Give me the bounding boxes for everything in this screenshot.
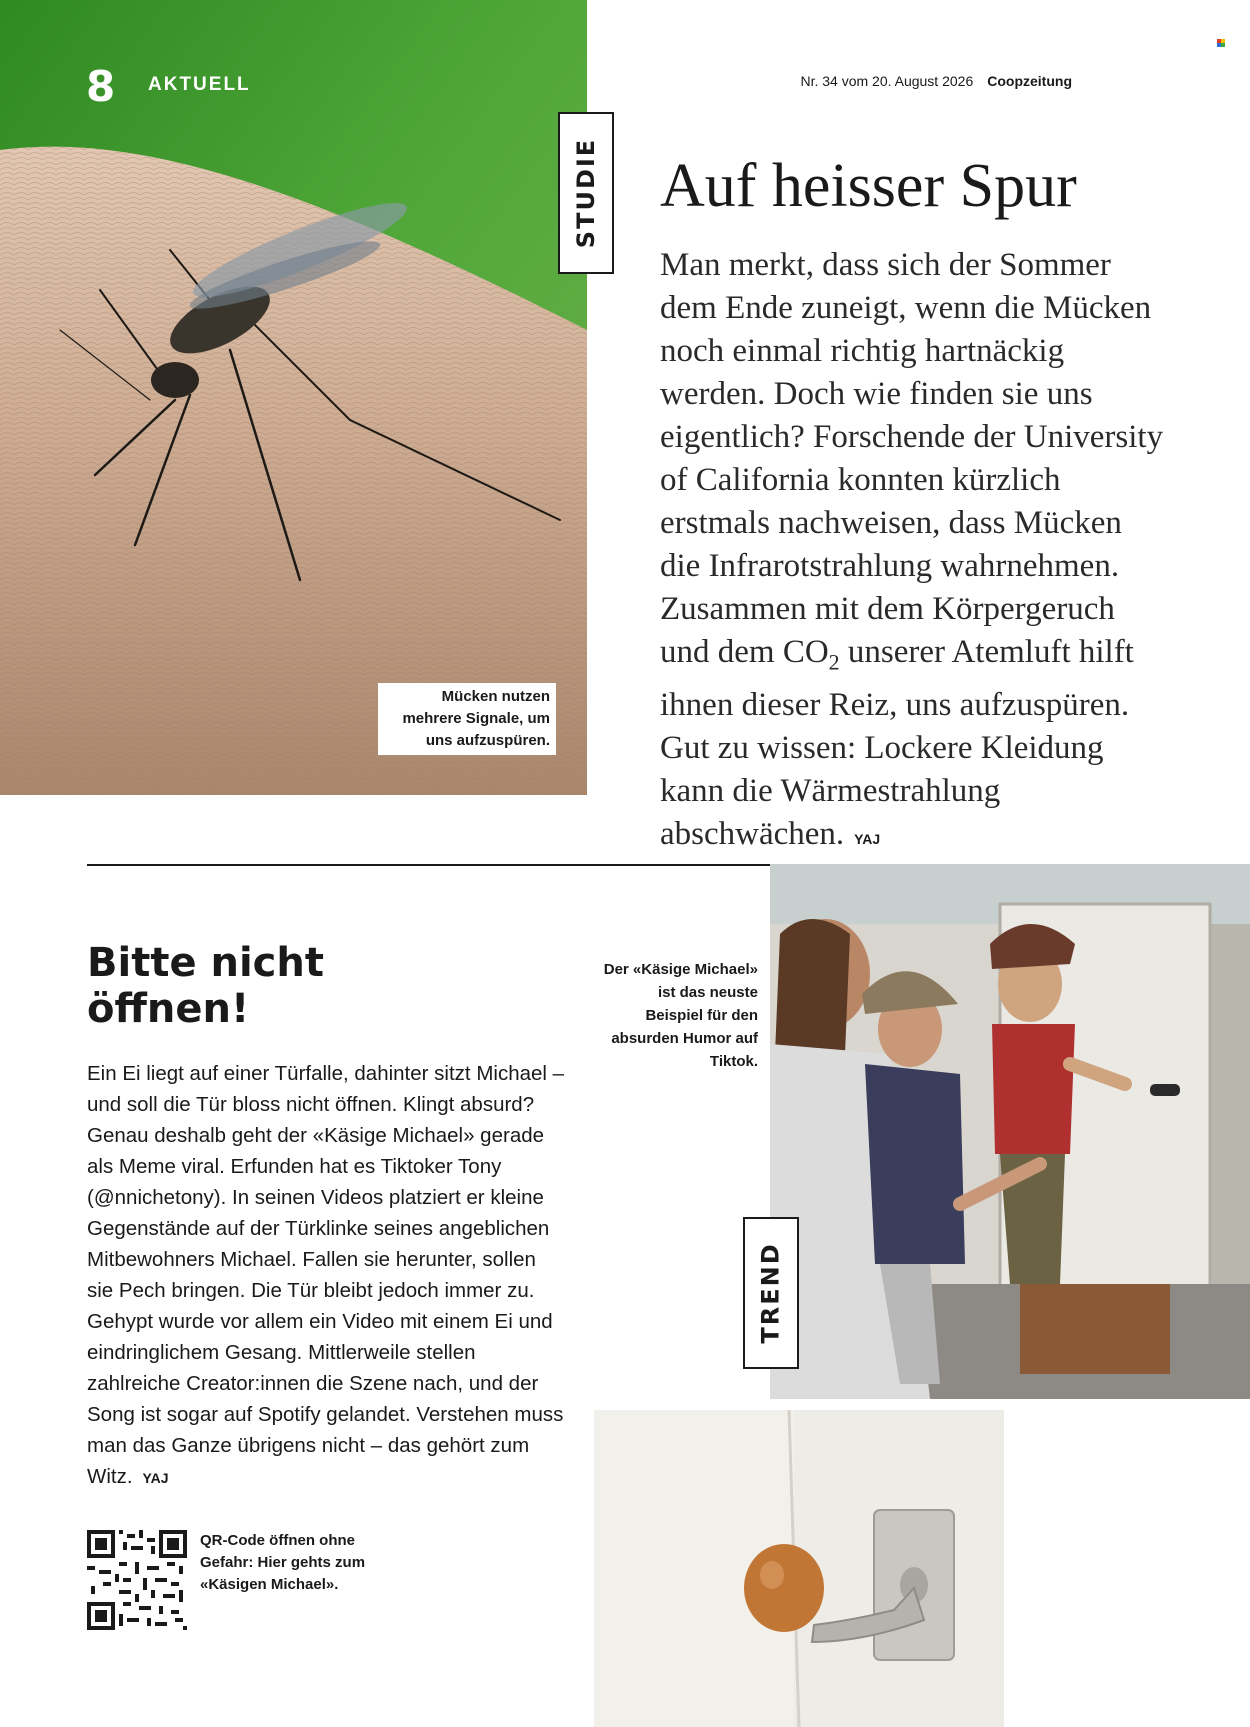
article2-body-text: Ein Ei liegt auf einer Türfalle, dahinter sitzt Michael – und soll die Tür bloss nicht öffnen. Klingt absurd? Genau deshalb geht der «Käsige Michael» gerade als Meme viral. Erfunden hat es Tiktoker Tony (@nnichetony). In seinen Videos platziert er kleine Gegenstände auf der Türklinke seines angeblichen Mitbewohners Michael. Fallen sie herunter, sollen sie Pech bringen. Die Tür bleibt jedoch immer zu. Gehypt wurde vor allem ein Video mit einem Ei und eindringlichem Gesang. Mittlerweile stellen zahlreiche Creator:innen die Szene nach, und der Song ist sogar auf Spotify gelandet. Verstehen muss man das Ganze übrigens nicht – das gehört zum Witz.	[87, 1062, 565, 1488]
mosquito-photo	[0, 0, 587, 795]
egg-on-door-handle-photo	[594, 1410, 1004, 1727]
tag-studie-label: STUDIE	[572, 137, 601, 249]
qr-code[interactable]	[87, 1530, 187, 1630]
tag-trend-label: TREND	[757, 1242, 786, 1344]
issue-line	[800, 73, 1072, 89]
co2-subscript: 2	[828, 649, 840, 675]
article1-body-text-b: unserer Atemluft hilft ihnen dieser Reiz, uns aufzuspüren. Gut zu wissen: Lockere Kleidung kann die Wärmestrahlung abschwächen.	[660, 634, 1134, 852]
article1-byline: YAJ	[854, 830, 881, 847]
tag-trend	[743, 1217, 799, 1369]
article2-headline: Bitte nicht öffnen!	[87, 940, 324, 1032]
mosquito-photo-caption: Mücken nutzen mehrere Signale, um uns aufzuspüren.	[378, 683, 556, 755]
print-color-mark	[1217, 34, 1225, 42]
article1-headline: Auf heisser Spur	[660, 152, 1077, 220]
page-number: 8	[86, 62, 116, 111]
tag-studie	[558, 112, 614, 274]
article1-body	[660, 244, 1170, 861]
article1-body-text-a: Man merkt, dass sich der Sommer dem Ende zuneigt, wenn die Mücken noch einmal richtig hartnäckig werden. Doch wie finden sie uns eigentlich? Forschende der University of California konnten kürzlich erstmals nachweisen, dass Mücken die Infrarotstrahlung wahrnehmen. Zusammen mit dem Körpergeruch und dem CO	[660, 247, 1164, 670]
article2-byline: YAJ	[142, 1470, 169, 1486]
group-photo-caption: Der «Käsige Michael» ist das neuste Beispiel für den absurden Humor auf Tiktok.	[603, 961, 758, 1070]
section-label: AKTUELL	[148, 74, 251, 95]
issue-info: Nr. 34 vom 20. August 2026	[800, 73, 974, 89]
group-photo	[770, 864, 1250, 1399]
brand-name: Coopzeitung	[987, 73, 1072, 89]
article2-body	[87, 1058, 567, 1494]
qr-code-caption: QR-Code öffnen ohne Gefahr: Hier gehts zum «Käsigen Michael».	[200, 1532, 366, 1593]
